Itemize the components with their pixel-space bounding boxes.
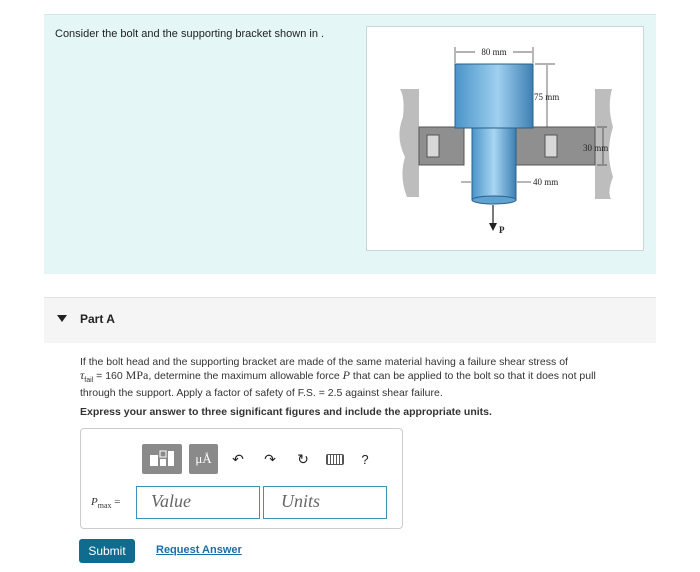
left-wall	[399, 89, 419, 197]
templates-icon	[149, 450, 175, 468]
value-input[interactable]: Value	[136, 486, 260, 519]
question-mid: , determine the maximum allowable force	[148, 370, 343, 382]
left-bracket-slot	[427, 135, 439, 157]
bolt-bracket-figure	[366, 26, 644, 251]
tau-symbol: τ	[80, 368, 85, 382]
tau-subscript: fail	[84, 377, 94, 385]
math-toolbar	[137, 444, 383, 474]
redo-icon[interactable]: ↷	[264, 450, 276, 467]
request-answer-link[interactable]: Request Answer	[156, 544, 242, 556]
unit-mpa: MPa	[125, 368, 149, 382]
problem-panel	[44, 14, 656, 274]
force-symbol: P	[342, 368, 351, 382]
dim-75-label: 75 mm	[534, 92, 560, 102]
question-line-3: through the support. Apply a factor of safety of F.S. = 2.5 against shear failure.	[80, 387, 443, 400]
right-bracket-slot	[545, 135, 557, 157]
force-label: P	[499, 225, 505, 235]
shank-end	[472, 196, 516, 204]
answer-instruction: Express your answer to three significant figures and include the appropriate units.	[80, 406, 492, 418]
answer-box	[80, 428, 403, 529]
part-a-title: Part A	[80, 312, 115, 326]
units-input[interactable]: Units	[263, 486, 387, 519]
reset-icon[interactable]: ↻	[297, 450, 309, 467]
dim-80-label: 80 mm	[481, 47, 507, 57]
var-name: P	[91, 496, 98, 508]
force-arrow-head	[489, 223, 497, 231]
part-a-header[interactable]	[44, 297, 656, 343]
bolt-bracket-diagram	[367, 27, 645, 252]
keyboard-icon	[326, 454, 344, 465]
problem-intro: Consider the bolt and the supporting bracket shown in .	[55, 28, 325, 40]
dim-40-label: 40 mm	[533, 177, 559, 187]
question-end: that can be applied to the bolt so that it does not pull	[350, 370, 596, 382]
undo-icon[interactable]: ↶	[232, 450, 244, 467]
var-equals: =	[111, 496, 121, 508]
submit-button[interactable]: Submit	[79, 539, 135, 563]
answer-variable-label	[91, 496, 120, 510]
templates-button[interactable]	[142, 444, 182, 474]
bolt-shank	[472, 128, 516, 200]
dim-30-label: 30 mm	[583, 143, 609, 153]
collapse-caret-icon[interactable]	[57, 315, 67, 322]
var-subscript: max	[97, 501, 112, 511]
help-button[interactable]: ?	[361, 451, 369, 467]
question-line-2	[80, 369, 656, 387]
left-bracket	[419, 127, 464, 165]
part-a-question	[80, 356, 656, 400]
units-symbol-button[interactable]: μÅ	[189, 444, 218, 474]
bolt-head	[455, 64, 533, 128]
tau-equals: = 160	[93, 370, 126, 382]
keyboard-button[interactable]	[322, 444, 348, 474]
question-line-1: If the bolt head and the supporting bracket are made of the same material having a failure shear stress of	[80, 356, 568, 368]
